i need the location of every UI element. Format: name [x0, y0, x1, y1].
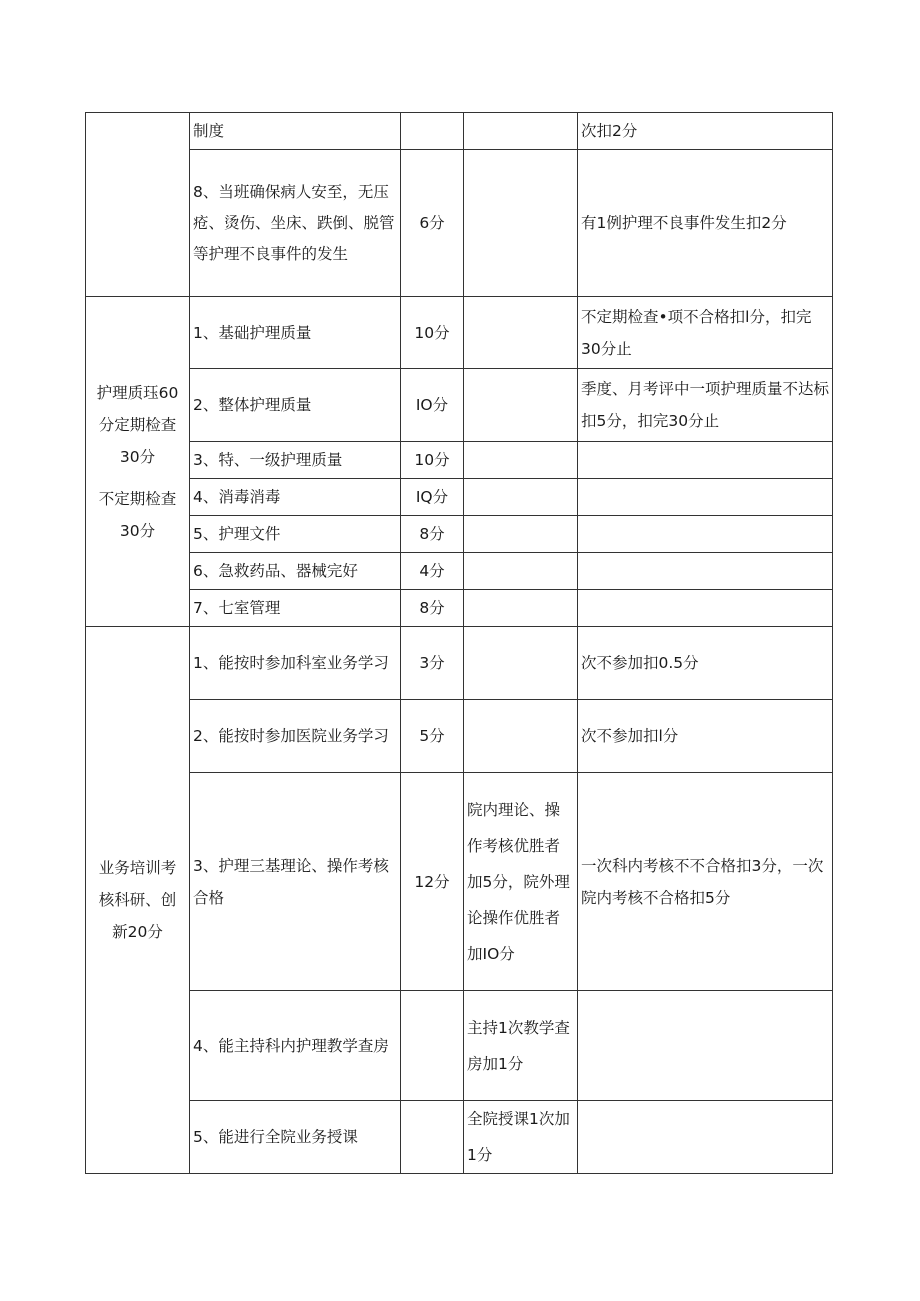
- score-cell: [401, 1101, 464, 1174]
- rule-cell: 不定期检查•项不合格扣l分，扣完30分止: [578, 297, 833, 369]
- category-cell: [86, 113, 190, 297]
- item-cell: 4、消毒消毒: [190, 479, 401, 516]
- table-row: [86, 516, 833, 553]
- table-row: [86, 627, 833, 700]
- score-cell: [401, 113, 464, 150]
- item-cell: 7、七室管理: [190, 590, 401, 627]
- category-line: 30分: [119, 521, 156, 540]
- bonus-cell: [464, 516, 578, 553]
- rule-cell: [578, 479, 833, 516]
- item-cell: 3、护理三基理论、操作考核合格: [190, 773, 401, 991]
- bonus-cell: [464, 297, 578, 369]
- score-cell: IQ分: [401, 479, 464, 516]
- category-cell: [86, 297, 190, 627]
- nursing-evaluation-table: [85, 112, 833, 1174]
- bonus-cell: [464, 442, 578, 479]
- bonus-cell: [464, 113, 578, 150]
- category-line: 业务培训考: [98, 859, 177, 877]
- score-cell: IO分: [401, 369, 464, 442]
- table-row: [86, 991, 833, 1101]
- category-line: 分定期检查: [98, 415, 177, 434]
- category-line: 护理质珏60: [96, 383, 179, 402]
- score-cell: [401, 991, 464, 1101]
- table-row: [86, 1101, 833, 1174]
- score-cell: 6分: [401, 150, 464, 297]
- score-cell: 10分: [401, 297, 464, 369]
- bonus-cell: [464, 590, 578, 627]
- item-cell: 1、基础护理质量: [190, 297, 401, 369]
- rule-cell: 季度、月考评中一项护理质量不达标扣5分，扣完30分止: [578, 369, 833, 442]
- bonus-cell: [464, 150, 578, 297]
- category-line: 不定期检查: [98, 489, 177, 508]
- rule-cell: 一次科内考核不不合格扣3分，一次院内考核不合格扣5分: [578, 773, 833, 991]
- rule-cell: 次不参加扣l分: [578, 700, 833, 773]
- rule-cell: [578, 1101, 833, 1174]
- bonus-cell: [464, 369, 578, 442]
- rule-cell: 次不参加扣0.5分: [578, 627, 833, 700]
- item-cell: 1、能按时参加科室业务学习: [190, 627, 401, 700]
- bonus-cell: [464, 479, 578, 516]
- rule-cell: [578, 590, 833, 627]
- score-cell: 8分: [401, 590, 464, 627]
- item-cell: 2、能按时参加医院业务学习: [190, 700, 401, 773]
- item-cell: 2、整体护理质量: [190, 369, 401, 442]
- rule-cell: [578, 553, 833, 590]
- bonus-cell: [464, 700, 578, 773]
- item-cell: 4、能主持科内护理教学查房: [190, 991, 401, 1101]
- item-cell: 5、能进行全院业务授课: [190, 1101, 401, 1174]
- bonus-cell: 院内理论、操作考核优胜者加5分，院外理论操作优胜者加IO分: [464, 773, 578, 991]
- rule-cell: 有1例护理不良事件发生扣2分: [578, 150, 833, 297]
- item-cell: 5、护理文件: [190, 516, 401, 553]
- rule-cell: [578, 442, 833, 479]
- category-cell: [86, 627, 190, 1174]
- table-row: [86, 150, 833, 297]
- bonus-cell: 主持1次教学查房加1分: [464, 991, 578, 1101]
- rule-cell: [578, 991, 833, 1101]
- item-cell: 8、当班确保病人安至，无压疮、烫伤、坐床、跌倒、脱管等护理不良事件的发生: [190, 150, 401, 297]
- score-cell: 5分: [401, 700, 464, 773]
- score-cell: 10分: [401, 442, 464, 479]
- category-line: 核科研、创: [98, 891, 177, 909]
- category-line: 30分: [119, 447, 156, 466]
- score-cell: 4分: [401, 553, 464, 590]
- bonus-cell: [464, 627, 578, 700]
- table-row: [86, 442, 833, 479]
- item-cell: 6、急救药品、器械完好: [190, 553, 401, 590]
- item-cell: 制度: [190, 113, 401, 150]
- item-cell: 3、特、一级护理质量: [190, 442, 401, 479]
- bonus-cell: [464, 553, 578, 590]
- rule-cell: [578, 516, 833, 553]
- score-cell: 12分: [401, 773, 464, 991]
- table-row: [86, 297, 833, 369]
- table-row: [86, 553, 833, 590]
- bonus-cell: 全院授课1次加1分: [464, 1101, 578, 1174]
- score-cell: 3分: [401, 627, 464, 700]
- rule-cell: 次扣2分: [578, 113, 833, 150]
- table-row: [86, 700, 833, 773]
- table-row: [86, 479, 833, 516]
- category-line: 新20分: [112, 923, 163, 941]
- table-row: [86, 113, 833, 150]
- table-row: [86, 590, 833, 627]
- score-cell: 8分: [401, 516, 464, 553]
- table-row: [86, 369, 833, 442]
- table-row: [86, 773, 833, 991]
